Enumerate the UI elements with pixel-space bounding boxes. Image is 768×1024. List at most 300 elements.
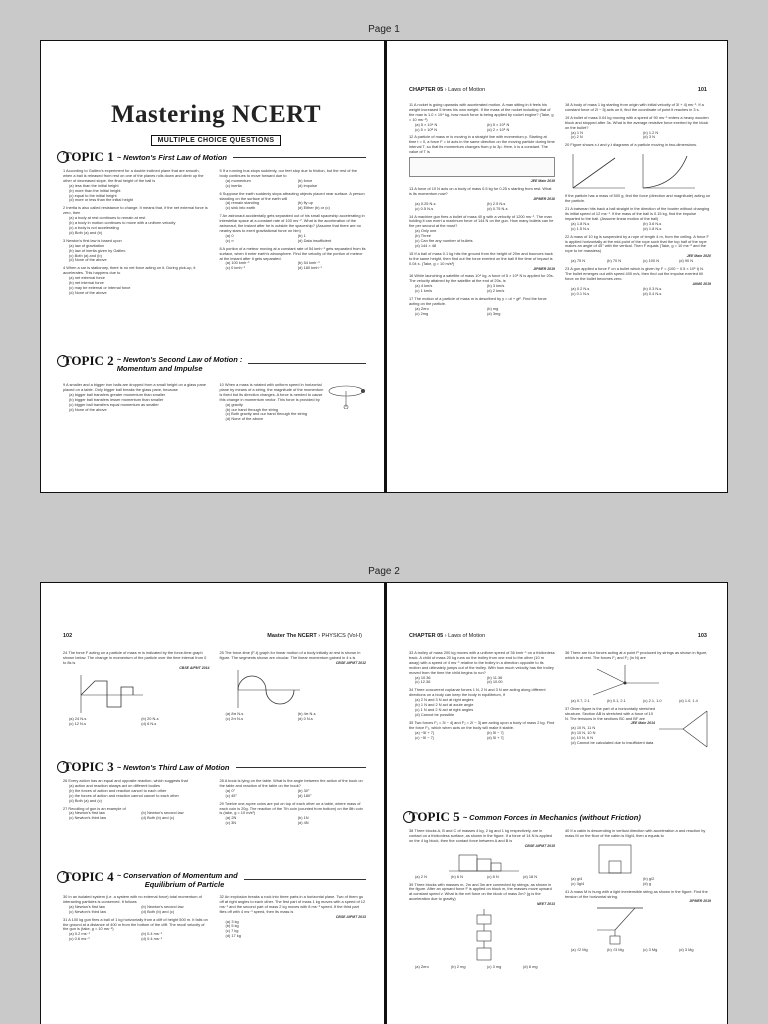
question-text: 3 Newton's first law is based upon [63,237,122,243]
option: (d) 6 N-s [141,720,157,726]
option: (a) 5 × 10⁴ N [415,121,438,127]
option: (b) law of inertia given by Galileo [69,247,126,253]
exam-tag: JEE Main 2014 [630,721,655,726]
question [220,651,367,722]
options [409,698,555,718]
option: (b) Newton's second law [141,810,184,816]
question [565,116,711,141]
option: (d) Both (a) and (b) [69,229,103,235]
column-right [220,895,367,1023]
option: (b) 54 kmh⁻¹ [297,260,320,266]
question-text: 15 If a ball of mass 0.1 kg hits the ground from the height of 20m and bounces back to the same height, then find out the force exerted on the ball if the time of impact is 0.04 s. (Take, g = 10 m/s²) [409,250,553,266]
option: (d) 180° [297,792,312,798]
question [565,829,711,887]
question-text: 39 Three blocks with masses m, 2m and 3m are connected by strings, as shown in the figure. After an upward force F is applied on block m, the masses move upward at constant speed v. What is the net force on the block of mass 2m? (g is the acceleration due to gravity) [409,881,552,902]
question-text: 16 While launching a satellite of mass 10⁴ kg, a force of 5 × 10⁵ N is applied for 20s. The velocity attained by the satellite at the end of 20s, is [409,273,554,284]
column-left [63,383,210,488]
stretched-structure-figure [655,707,711,751]
option: (c) Newton's third law [69,908,107,914]
option: (b) 30° [297,787,310,793]
question [409,883,555,970]
option: (d) None of the above [69,406,107,412]
topic-1-questions [63,169,366,345]
options [565,877,711,887]
page-1-left [41,41,384,492]
option: (b) 3 km/s [487,283,505,289]
question-text-continued: If the particle has a mass of 500 g, find the force (direction and magnitude) acting on the particle. [565,193,711,204]
option: (a) 10 N, 11 N [571,725,596,731]
options [220,712,367,722]
option: (c) 7 kg [225,928,239,934]
options [63,184,210,204]
column-right [565,103,711,487]
topic-3-questions [63,779,366,869]
page-label: Page 1 [368,24,400,35]
option: (b) 10 N, 10 N [571,730,596,736]
book-subtitle: MULTIPLE CHOICE QUESTIONS [151,135,282,146]
option: (a) bigger ball transfers greater momentum than smaller [69,391,166,397]
question-text: 1 According to Galileo's experiment for a double inclined plane that are smooth, when a ball is released from rest on one of the planes rolls down and climb up the other of decreased slope, the final height of the ball is [63,168,204,183]
options [565,287,711,297]
question-text: 25 The force-time (F-t) graph for linear motion of a body initially at rest is shown in figure. The segments shown are circular. The linear momentum gained in 4 s is [219,650,361,660]
option: (c) 3 Mg [643,947,658,953]
options [63,784,210,804]
force-time-graph-figure [75,673,145,715]
question-text: 14 A machine gun fires a bullet of mass 40 g with a velocity of 1200 ms⁻¹. The man holding it can exert a maximum force of 144 N on the gun. How many bullets can he fire per second at the most? [409,213,554,229]
option: (b) 6 N [451,873,463,879]
chapter-heading [409,633,485,639]
option: (a) action and reaction always act on different bodies [69,782,160,788]
option: (a) Newton's first law [69,903,105,909]
question-text: 35 Two forces F₁ = 3î − 4ĵ and F₂ = 2î − 3ĵ are acting upon a body of mass 2 kg. Find the force F₃, which when acts on the body will make it stable. [409,719,555,730]
chapter-name: Laws of Motion [448,87,486,93]
option: (d) 3mg [487,310,501,316]
option: (b) net internal force [69,280,104,286]
circular-force-graph-figure [232,668,302,710]
options [409,676,555,686]
column-right [220,779,367,869]
topic-1-heading [63,149,366,165]
question [220,214,367,243]
options [409,307,555,317]
question-text: 18 A body of mass 1 kg starting from origin with initial velocity of 3î + 4ĵ ms⁻¹. If a constant force of 2î − 5ĵ acts on it, find the coordinate of point it reaches in 3 s. [565,102,704,112]
hanging-blocks-figure [469,909,499,963]
question [409,274,555,294]
book-title: Mastering NCERT [110,101,322,128]
page-1-right [387,41,729,492]
column-left [409,651,555,787]
question [565,143,711,204]
topic-word: TOPIC 3 [63,759,114,774]
option: (b) Three [415,233,431,239]
option: (d) Either (b) or (c) [297,205,330,211]
exam-tag: JIPMER 2019 [533,266,555,271]
options [409,284,555,294]
page-2-right [387,583,729,1024]
options [63,216,210,236]
page-number: 101 [697,87,707,93]
exam-tag: JEE Main 2020 [686,254,711,259]
option: (c) Can fire any number of bullets [415,238,473,244]
page-header [63,633,362,639]
option: (a) 75 N [571,258,586,264]
option: (d) 18 N [523,873,538,879]
page-2-sheet [40,582,728,1024]
option: (a) less than the initial height [69,182,119,188]
topic-word: TOPIC 1 [63,149,114,164]
option: (a) 0.2 ms⁻¹ [69,931,90,937]
cabin-figure [595,841,635,875]
options [63,244,210,264]
option: (a) 0.7, 2.1 [571,697,590,703]
question-text: 41 A mass M is hung with a light inextensible string as shown in the figure. Find the tension of the horizontal string. [565,888,708,899]
option: (a) Zero [415,305,429,311]
option: (a) 100 kmh⁻¹ [225,260,250,266]
option: (b) 5 × 10⁵ N [487,121,510,127]
option: (b) 4π N-s [297,710,316,716]
option: (a) a body at rest continues to remain at rest [69,215,146,221]
option: (c) sink into earth [225,205,256,211]
question-text: 9 A smaller and a bigger iron balls are dropped from a small height on a glass pane placed on a table. Only bigger ball breaks the glass pane, because [63,382,206,392]
option: (a) √2 Mg [571,947,588,953]
topic-rule [233,157,366,158]
options [220,179,367,189]
option: (c) 0.1 N-s [571,290,590,296]
topic-ring-icon [57,761,69,773]
option: (b) 0.4 ms⁻¹ [141,931,163,937]
option: (d) 5î + 7ĵ [487,734,504,740]
option: (c) 3N [225,820,237,826]
option: (b) 1N [297,815,309,821]
option: (d) Both (a) and (c) [69,797,102,803]
option: (a) 0° [225,787,236,793]
options [220,261,367,271]
question [63,266,210,295]
option: (d) 3 N [643,134,655,140]
question-text: 21 A batsman hits back a ball straight in the direction of the bowler without changing its initial speed of 12 ms⁻¹. If the mass of the ball is 0.15 kg, find the impulse imparted to the ball. (Assume linear motion of the ball) [565,206,710,221]
exam-tag: AIIMS 2019 [692,281,711,286]
options [63,717,210,727]
topic-name-line-2: Equilibrium of Particle [144,880,225,889]
option: (c) 12.36 [415,679,431,685]
topic-ring-icon [403,811,415,823]
formula-options-figure [409,157,555,177]
option: (a) 4 km/s [415,283,433,289]
option: (c) the forces of action and reaction cannot cancel to each other [69,792,179,798]
column-left [63,779,210,869]
exam-tag: NEET 2013 [536,902,555,907]
question-text: 33 A trolley of mass 200 kg moves with a uniform speed of 36 kmh⁻¹ on a frictionless track. A child of mass 20 kg runs on the trolley from one end to the other (10 m away) with a speed of 4 ms⁻¹ relative to the trolley in a direction opposite to its motion and ultimately jumps out of the trolley. With how much velocity has the trolley moved from the time the child begins to run? [409,650,555,675]
hung-mass-figure [595,906,645,946]
options [63,932,210,942]
question-text: 8 A portion of a meteor moving at a constant rate of 54 kmh⁻¹ gets separated from its surface, when it enter earth's atmosphere. Find the velocity of the portion of meteor at the instant after it gets separated. [219,245,366,261]
column-right [565,829,711,1023]
options [565,726,655,746]
question-text: 10 When a mass is rotated with uniform speed in horizontal plane by means of a string, the magnitude of the momentum is fixed but its direction changes. A force is needed to cause this change in momentum vector. This force is provided by [219,382,324,402]
option: (c) 2π N-s [225,715,244,721]
option: (b) force [297,177,313,183]
option: (d) 1.8 N-s [643,225,662,231]
option: (d) 6 mg [523,964,538,970]
option: (a) net external force [69,275,105,281]
option: (b) 11.36 [487,674,503,680]
question [565,707,711,746]
topic-ring-icon [57,355,69,367]
topic-2-heading [63,353,366,373]
question-columns-top [409,651,711,787]
option: (b) 5 kg [225,923,239,929]
question [63,779,210,804]
question-text: 4 When a car is stationary, there is no net force acting on it. During pick-up, it accelerates. This happens due to [63,265,196,276]
question-text: 31 A 100 kg gun fires a ball of 1 kg horizontally from a cliff of height 500 m. It falls on the ground at a distance of 400 m from the bottom of the cliff. The recoil velocity of the gun is (take, g = 10 ms⁻²) [63,916,208,932]
page-number: 103 [697,633,707,639]
topic-2-questions [63,383,366,488]
topic-word: TOPIC 2 [63,353,114,368]
option: (a) 2N [225,815,237,821]
question-text: 24 The force F acting on a particle of mass m is indicated by the force-time graph shown below. The change in momentum of the particle over the time interval from 0 to 8s is [63,650,207,665]
running-subtitle: PHYSICS (Vol-I) [321,633,362,639]
xt-yt-graph-figure [565,150,705,192]
topic-name: ~ Common Forces in Mechanics (without Friction) [462,812,641,822]
options [63,811,210,821]
chapter-separator: › [444,87,447,93]
running-title: Master The NCERT [267,633,317,639]
option: (c) 8 N [487,873,499,879]
option: (c) ∞ [225,237,234,243]
options [409,731,555,741]
question [63,651,210,726]
option: (a) −5î + 7ĵ [415,729,434,735]
options [220,201,367,211]
option: (d) None of the above [225,416,264,422]
options [565,131,711,141]
question-text: 19 A bullet of mass 0.04 kg moving with a speed of 90 ms⁻¹ enters a heavy wooden block and stopped after 3s. What is the average resistive force exerted by the block on the bullet? [565,114,709,130]
option: (c) bigger ball transfers equal momentum as smaller [69,401,159,407]
option: (c) 100 N [643,258,659,264]
column-right [220,383,367,488]
question-text: 38 Three blocks A, B and C of masses 4 kg, 2 kg and 1 kg respectively, are in contact on a frictionless surface, as shown in the figure. If a force of 14 N is applied on the 4 kg block, then the contact force between A and B is [409,828,552,843]
question-text: 34 Three concurrent coplanar forces 1 N, 2 N and 3 N are acting along different directions on a body can keep the body in equilibrium, if [409,687,546,698]
option: (a) gravity [225,401,243,407]
option: (d) 144 × 48 [415,242,437,248]
question [409,297,555,317]
question-text: 40 If a cabin is descending in vertical direction with acceleration a and reaction by mass M on the floor of the cabin is Mg/4, then a equals to [565,828,706,838]
question-text: 12 A particle of mass m is moving in a straight line with momentum p. Starting at time t = 0, a force F = kt acts in the same direction on the moving particle during time interval T, so that its momentum changes from p to 3p. Here, k is a constant. The value of T is [409,134,555,155]
options [220,920,367,940]
question-columns [409,103,711,487]
option: (a) 3 kg [225,918,239,924]
question [220,192,367,212]
question [409,252,555,272]
question-text: 2 Inertia is also called resistance to change. It means that, if the net external force is zero, then [63,205,208,216]
option: (c) 2.1, 1.0 [643,697,662,703]
topic-rule [236,767,366,768]
option: (c) 5 × 10⁸ N [415,126,438,132]
option: (a) 2 N and 3 N act at right angles [415,697,474,703]
book-title-block [101,101,331,147]
option: (b) a body in motion continues to move with a uniform velocity [69,220,176,226]
option: (a) Only one [415,228,437,234]
option: (b) 1.2 N [643,129,659,135]
option: (a) 0.2 N-s [571,285,590,291]
option: (c) 0.6 ms⁻¹ [69,936,90,942]
question [565,207,711,232]
option: (a) law of gravitation [69,242,105,248]
question-text: 6 Suppose the earth suddenly stops attracting objects placed near surface. A person standing on the surface of the earth will [219,190,365,201]
option: (b) more than the initial height [69,187,121,193]
question [220,895,367,939]
options [409,202,555,212]
option: (d) Cannot be calculated due to insufficient data [571,740,654,746]
topic-ring-icon [57,871,69,883]
question [63,206,210,235]
option: (b) 0.3 N-s [643,285,662,291]
chapter-separator: › [444,633,447,639]
exam-tag: CBSE AIPMT 2012 [335,660,366,665]
question [220,169,367,189]
page-header [409,633,707,639]
topic-name-line-2: Momentum and Impulse [116,364,203,373]
option: (b) our hand through the string [225,406,279,412]
option: (a) momentum [225,177,251,183]
column-left [409,829,555,1023]
exam-tag: JEE Main 2019 [530,179,555,184]
question [565,651,711,704]
topic-rule [248,363,366,364]
option: (c) 0 kmh⁻¹ [225,265,246,271]
four-forces-figure [585,663,665,697]
option: (d) impulse [297,182,317,188]
question [409,103,555,132]
question-text: 30 In an isolated system (i.e. a system with no external force) total momentum of interacting particles is conserved. It follows [63,894,202,904]
question-text: 29 Twelve one-rupee coins are put on top of each other on a table, where mass of each coin is 20g. The reaction of the 7th coin (counted from bottom) on the 8th coin is (take, g = 10 m/s²) [219,800,363,816]
option: (b) fly up [297,200,313,206]
topic-ring-icon [57,151,69,163]
question [63,807,210,822]
question [63,169,210,203]
question-text: 26 Every action has an equal and opposite reaction, which suggests that [63,778,188,783]
question [220,802,367,827]
options [220,403,325,423]
column-left [63,651,210,761]
option: (a) 24 N-s [69,715,87,721]
options [565,222,711,232]
page-1-sheet [40,40,728,493]
option: (d) None of the above [69,289,107,295]
question [63,383,210,412]
option: (c) −5î − 7ĵ [415,734,434,740]
options [220,816,367,826]
option: (c) 2mg [415,310,429,316]
chapter-heading [409,87,485,93]
page-number: 102 [63,633,73,639]
topic-4-heading [63,869,366,889]
topic-name: ~ Newton's Third Law of Motion [116,762,230,772]
option: (d) 180 kmh⁻¹ [297,265,322,271]
question-text: 11 A rocket is going upwards with accelerated motion. A man sitting in it feels his weight increased 5 times his own weight. If the mass of the rocket including that of the man is 1.0 × 10⁴ kg, how much force is being applied by rocket engine? (Take, g = 10 ms⁻²) [409,102,554,122]
option: (d) None of the above [69,257,107,263]
column-left [63,169,210,345]
exam-tag: JIPMER 2018 [533,196,555,201]
option: (b) 70 N [607,258,622,264]
running-title-separator: › [318,633,321,639]
question-text: 7 An astronaut accidentally gets separated out of his small spaceship accelerating in interstellar space at a constant rate of 100 ms⁻². What is the acceleration of the astronaut, the instant after he is outside the spaceship? (Assume that there are no nearby stars to exert gravitational force on him) [219,213,365,233]
option: (c) a body is not accelerating [69,224,119,230]
question-text: 20 Figure shows x-t and y-t diagrams of a particle moving in two-dimensions. [565,142,698,148]
topic-name-block [117,353,243,373]
options [565,699,711,704]
option: (c) may be external or internal force [69,284,131,290]
option: (b) √3 Mg [607,947,624,953]
option: (d) Cannot be possible [415,711,455,717]
options [63,905,210,915]
option: (c) 1 N and 2 N act at right angles [415,706,474,712]
option: (b) g/2 [643,875,655,881]
book-running-title [267,633,362,639]
option: (b) 0.1, 2.1 [607,697,626,703]
option: (b) 1 N and 2 N act at acute angle [415,702,474,708]
chapter-name: Laws of Motion [448,633,486,639]
topic-word: TOPIC 5 [409,809,460,824]
option: (a) 0 [225,232,234,238]
options [63,393,210,413]
topic-rule [244,879,366,880]
option: (d) more or less than the initial height [69,197,134,203]
page-header [409,87,707,93]
option: (a) 1 N [571,129,583,135]
rotating-mass-figure [326,383,366,409]
column-right [220,169,367,345]
option: (b) bigger ball transfers lesser momentum than smaller [69,396,164,402]
option: (d) 4N [297,820,309,826]
option: (c) Newton's third law [69,815,107,821]
option: (b) the forces of action and reaction cancel to each other [69,787,167,793]
option: (c) 1 km/s [415,288,433,294]
contact-blocks-figure [449,851,519,873]
exam-tag: CBSE AIPMT 2015 [524,843,555,848]
question [409,721,555,741]
options [565,259,711,264]
topic-4-questions [63,895,366,1023]
question-columns-top [63,651,366,761]
topic-name: ~ Conservation of Momentum and [116,871,238,880]
question-text: 17 The motion of a particle of mass m is described by y = ut + gt². Find the force acting on the particle. [409,296,547,306]
option: (c) 2 N [571,134,583,140]
column-right [220,651,367,761]
option: (c) 3g/4 [571,880,585,886]
option: (d) Both (b) and (c) [141,815,175,821]
question-text: 32 An explosion breaks a rock into three parts in a horizontal plane. Two of them go off at right angles to each other. The first part of mass 1 kg moves with a speed of 12 ms⁻¹ and the second part of mass 2 kg moves with 8 ms⁻¹ speed. If the third part flies off with 4 ms⁻¹ speed, then its mass is [219,894,366,914]
column-left [63,895,210,1023]
option: (d) 0 N-s [297,715,313,721]
option: (c) equal to the initial height [69,192,117,198]
question [409,187,555,212]
option: (a) g/4 [571,875,583,881]
topic-name-block [117,869,238,889]
option: (c) inertia [225,182,242,188]
question [220,247,367,272]
question-text: 27 Recoiling of gun is an example of [63,805,126,811]
question [409,651,555,685]
topic-3-heading [63,759,366,775]
options [63,276,210,296]
page-label: Page 2 [368,566,400,577]
option: (b) 5î − 7ĵ [487,729,504,735]
question [63,239,210,264]
question [220,779,367,799]
option: (c) 10 N, 6 N [571,735,594,741]
exam-tag: JIPMER 2019 [689,899,711,904]
